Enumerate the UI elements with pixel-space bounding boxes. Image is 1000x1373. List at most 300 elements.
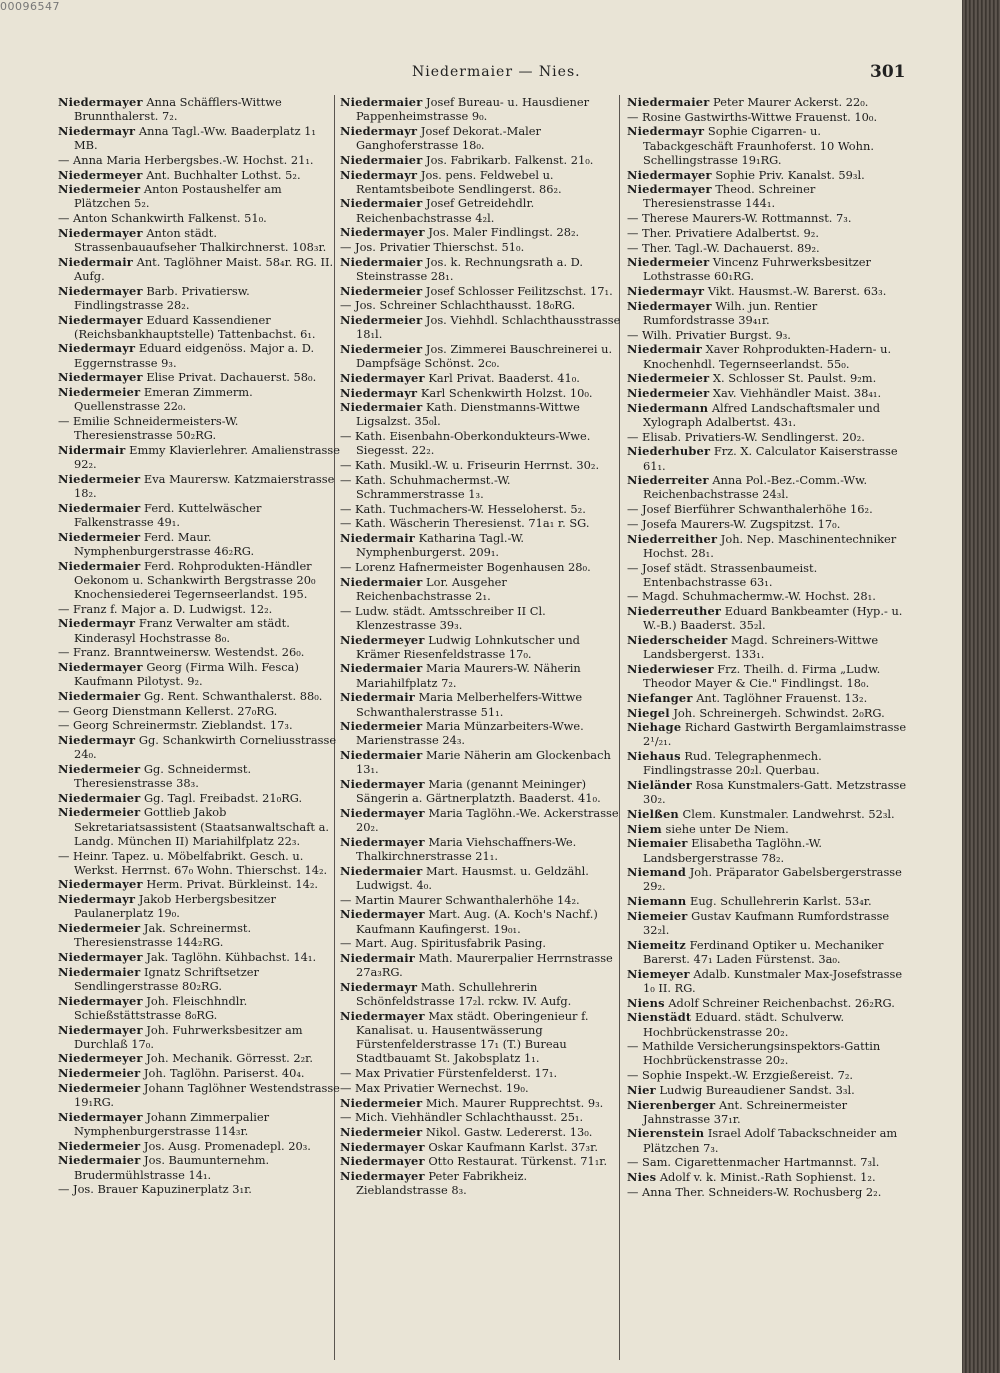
entry-details: Ferdinand Optiker u. Mechaniker Barerst. 47₁ Laden Fürstenst. 3a₀.: [643, 937, 884, 966]
entry-surname: Niem: [627, 821, 662, 836]
directory-entry: [58, 1153, 340, 1181]
entry-surname: Niedermeier: [58, 761, 141, 776]
entry-details: Joh. Taglöhn. Pariserst. 40₄.: [143, 1066, 305, 1081]
directory-entry: [627, 749, 909, 777]
directory-entry: [58, 849, 340, 877]
entry-surname: Niedermeier: [58, 1080, 141, 1095]
page-stamp: 00096547: [0, 0, 60, 13]
directory-entry: [340, 907, 622, 935]
entry-surname: Nielßen: [627, 806, 679, 821]
entry-details: Jos. Ausg. Promenadepl. 20₃.: [143, 1138, 311, 1153]
entry-details: Maria Münzarbeiters-Wwe. Marienstrasse 24₃.: [356, 719, 584, 748]
directory-entry: [627, 865, 909, 893]
directory-entry: [627, 444, 909, 472]
entry-surname: Niedermayer: [340, 370, 425, 385]
entry-surname: Niedermeier: [340, 341, 423, 356]
entry-details: Herm. Privat. Bürkleinst. 14₂.: [146, 877, 319, 892]
entry-details: Wilh. jun. Rentier Rumfordstrasse 39₄₁r.: [643, 298, 818, 328]
entry-surname: Niedermair: [340, 690, 415, 705]
directory-entry: [340, 575, 622, 603]
directory-entry: [340, 893, 622, 907]
directory-entry: [627, 255, 909, 283]
entry-surname: Niedermair: [58, 254, 133, 269]
directory-entry: [627, 1083, 909, 1097]
entry-details: — Josefa Maurers-W. Zugspitzst. 17₀.: [627, 516, 841, 531]
directory-entry: [58, 704, 340, 718]
entry-surname: Niedermayer: [340, 834, 425, 849]
entry-details: siehe unter De Niem.: [665, 821, 789, 836]
entry-surname: Niemann: [627, 894, 687, 909]
entry-details: — Sam. Cigarettenmacher Hartmannst. 7₃l.: [627, 1155, 880, 1170]
entry-details: Maria Melberhelfers-Wittwe Schwanthalerstrasse 51₁.: [356, 690, 583, 719]
entry-details: Ferd. Rohprodukten-Händler Oekonom u. Schankwirth Bergstrasse 20₀ Knochensiederei Tegernseerlandst. 195.: [74, 558, 316, 601]
directory-entry: [58, 805, 340, 848]
entry-details: Richard Gastwirth Bergamlaimstrasse 2¹/₂₁.: [643, 720, 907, 749]
entry-details: — Kath. Musikl.-W. u. Friseurin Herrnst. 30₂.: [340, 458, 600, 473]
directory-entry: [58, 965, 340, 993]
entry-details: — Anton Schankwirth Falkenst. 51₀.: [58, 211, 267, 226]
directory-entry: [340, 95, 622, 123]
entry-surname: Niedermayr: [58, 123, 136, 138]
entry-details: Joh. Schreinergeh. Schwindst. 2₀RG.: [673, 705, 885, 720]
entry-surname: Niedermayr: [627, 124, 705, 139]
entry-details: — Elisab. Privatiers-W. Sendlingerst. 20₂.: [627, 429, 865, 444]
directory-entry: [627, 807, 909, 821]
directory-entry: [340, 240, 622, 254]
directory-entry: [58, 95, 340, 123]
entry-details: Israel Adolf Tabackschneider am Plätzchen 7₃.: [643, 1126, 898, 1155]
directory-entry: [58, 994, 340, 1022]
entry-surname: Niedermair: [340, 531, 415, 546]
directory-entry: [340, 153, 622, 167]
directory-entry: [58, 892, 340, 920]
directory-entry: [58, 182, 340, 210]
directory-entry: [627, 110, 909, 124]
entry-surname: Niemaier: [627, 836, 688, 851]
entry-surname: Niedermair: [627, 342, 702, 357]
running-title: Niedermaier — Nies.: [412, 64, 581, 80]
entry-surname: Niedermayer: [58, 877, 143, 892]
entry-details: — Ther. Privatiere Adalbertst. 9₂.: [627, 225, 819, 240]
entry-details: — Heinr. Tapez. u. Möbelfabrikt. Gesch. u. Werkst. Herrnst. 67₀ Wohn. Thierschst. 14₂.: [58, 848, 328, 877]
entry-details: Adolf v. k. Minist.-Rath Sophienst. 1₂.: [659, 1170, 876, 1185]
entry-details: Elisabetha Taglöhn.-W. Landsbergerstrasse 78₂.: [643, 836, 822, 865]
directory-entry: [58, 226, 340, 254]
entry-details: Mart. Aug. (A. Koch's Nachf.) Kaufmann Kaufingerst. 19₀₁.: [356, 907, 598, 936]
directory-entry: [58, 689, 340, 703]
entry-surname: Niedermeier: [58, 182, 141, 197]
entry-surname: Niedermeier: [58, 1138, 141, 1153]
directory-entry: [340, 777, 622, 805]
entry-surname: Niemand: [627, 865, 687, 880]
entry-surname: Niedermayer: [340, 907, 425, 922]
directory-entry: [58, 168, 340, 182]
entry-details: — Franz. Branntweinersw. Westendst. 26₀.: [58, 645, 305, 660]
entry-surname: Niedermayr: [58, 616, 136, 631]
entry-surname: Niedermayer: [58, 370, 143, 385]
directory-entry: [627, 894, 909, 908]
entry-surname: Niens: [627, 995, 665, 1010]
entry-surname: Niedermayer: [58, 1109, 143, 1124]
directory-entry: [340, 748, 622, 776]
entry-surname: Nierenberger: [627, 1097, 716, 1112]
entry-details: Lor. Ausgeher Reichenbachstrasse 2₁.: [356, 574, 507, 603]
entry-details: Vikt. Hausmst.-W. Barerst. 63₃.: [707, 284, 887, 299]
directory-entry: [58, 645, 340, 659]
directory-entry: [58, 877, 340, 891]
entry-surname: Niemeyer: [627, 966, 690, 981]
directory-entry: [627, 778, 909, 806]
entry-surname: Niefanger: [627, 690, 693, 705]
entry-details: Jos. Fabrikarb. Falkenst. 21₀.: [426, 152, 594, 167]
column-2: [340, 95, 622, 1198]
entry-surname: Niedermaier: [340, 152, 423, 167]
directory-entry: [627, 1068, 909, 1082]
entry-surname: Nienstädt: [627, 1010, 692, 1025]
entry-surname: Niedermayer: [58, 95, 143, 109]
directory-entry: [58, 153, 340, 167]
directory-entry: [340, 284, 622, 298]
entry-details: Marie Näherin am Glockenbach 13₁.: [356, 748, 611, 777]
directory-entry: [340, 400, 622, 428]
entry-details: Jos. pens. Feldwebel u. Rentamtsbeibote Sendlingerst. 86₂.: [356, 167, 562, 196]
directory-entry: [340, 719, 622, 747]
directory-entry: [627, 909, 909, 937]
directory-entry: [58, 255, 340, 283]
directory-entry: [627, 473, 909, 501]
entry-details: — Kath. Eisenbahn-Oberkondukteurs-Wwe. Siegesst. 22₂.: [340, 429, 591, 458]
entry-details: — Georg Dienstmann Kellerst. 27₀RG.: [58, 703, 278, 718]
directory-entry: [58, 791, 340, 805]
directory-entry: [627, 662, 909, 690]
directory-entry: [340, 633, 622, 661]
entry-details: Sophie Priv. Kanalst. 59₃l.: [715, 167, 865, 182]
entry-details: Mich. Maurer Rupprechtst. 9₃.: [425, 1095, 604, 1110]
directory-entry: [340, 298, 622, 312]
directory-entry: [58, 616, 340, 644]
entry-details: Jos. k. Rechnungsrath a. D. Steinstrasse 28₁.: [356, 254, 584, 283]
directory-entry: [627, 124, 909, 167]
entry-surname: Niedermeier: [340, 283, 423, 298]
directory-entry: [58, 530, 340, 558]
entry-surname: Niedermaier: [340, 95, 423, 109]
entry-details: Rud. Telegraphenmech. Findlingstrasse 20₂l. Querbau.: [643, 749, 822, 778]
entry-details: — Josef städt. Strassenbaumeist. Entenbachstrasse 63₁.: [627, 560, 818, 589]
column-3: [627, 95, 909, 1199]
directory-entry: [627, 822, 909, 836]
entry-surname: Niedermayer: [58, 949, 143, 964]
entry-surname: Niedermaier: [58, 688, 141, 703]
directory-entry: [340, 936, 622, 950]
entry-details: Karl Schenkwirth Holzst. 10₀.: [420, 385, 593, 400]
entry-details: — Therese Maurers-W. Rottmannst. 7₃.: [627, 211, 852, 226]
directory-entry: [340, 661, 622, 689]
directory-entry: [627, 517, 909, 531]
directory-entry: [340, 1009, 622, 1066]
directory-entry: [58, 284, 340, 312]
directory-entry: [340, 1154, 622, 1168]
entry-details: Ant. Taglöhner Frauenst. 13₂.: [696, 690, 868, 705]
entry-details: Adolf Schreiner Reichenbachst. 26₂RG.: [668, 995, 895, 1010]
entry-details: — Mathilde Versicherungsinspektors-Gattin Hochbrückenstrasse 20₂.: [627, 1039, 881, 1068]
entry-surname: Niedermaier: [340, 400, 423, 415]
entry-details: — Georg Schreinermstr. Zieblandst. 17₃.: [58, 718, 293, 733]
directory-entry: [58, 718, 340, 732]
entry-surname: Niedermayr: [340, 123, 418, 138]
entry-surname: Niedermann: [627, 400, 709, 415]
directory-entry: [58, 1139, 340, 1153]
page-header: [0, 62, 962, 86]
entry-surname: Niedermayer: [340, 805, 425, 820]
entry-details: Gg. Schneidermst. Theresienstrasse 38₃.: [74, 761, 252, 791]
entry-details: Anton Postaushelfer am Plätzchen 5₂.: [74, 182, 282, 211]
entry-details: Joh. Fleischhndlr. Schießstättstrasse 8₀RG.: [74, 993, 248, 1022]
entry-surname: Niedermeier: [58, 471, 141, 486]
entry-details: Maria Maurers-W. Näherin Mariahilfplatz 7₂.: [356, 661, 581, 690]
entry-details: Johann Taglöhner Westendstrasse 19₁RG.: [74, 1080, 340, 1110]
entry-details: Mart. Hausmst. u. Geldzähl. Ludwigst. 4₀.: [356, 863, 589, 892]
entry-details: Ferd. Kuttelwäscher Falkenstrasse 49₁.: [74, 500, 262, 529]
entry-surname: Niedermeier: [58, 385, 141, 400]
entry-details: — Sophie Inspekt.-W. Erzgießereist. 7₂.: [627, 1068, 854, 1083]
entry-details: — Kath. Wäscherin Theresienst. 71a₁ r. SG.: [340, 516, 590, 531]
entry-surname: Niegel: [627, 705, 670, 720]
entry-details: Barb. Privatiersw. Findlingstrasse 28₂.: [74, 283, 250, 312]
entry-surname: Niederreiter: [627, 473, 709, 488]
directory-entry: [627, 182, 909, 210]
entry-details: Jak. Taglöhn. Kühbachst. 14₁.: [146, 949, 317, 964]
directory-entry: [58, 1182, 340, 1196]
directory-entry: [340, 168, 622, 196]
directory-entry: [340, 806, 622, 834]
entry-surname: Niedermaier: [340, 863, 423, 878]
entry-details: Rosa Kunstmalers-Gatt. Metzstrasse 30₂.: [643, 778, 907, 807]
entry-surname: Niedermayer: [58, 312, 143, 327]
entry-surname: Niemeitz: [627, 937, 686, 952]
entry-details: Josef Getreidehdlr. Reichenbachstrasse 4₂l.: [356, 196, 535, 225]
directory-entry: [58, 341, 340, 369]
entry-details: Gottlieb Jakob Sekretariatsassistent (Staatsanwaltschaft a. Landg. München II) Mariahilfplatz 22₃.: [74, 805, 330, 848]
entry-surname: Niedermeier: [627, 255, 710, 270]
entry-surname: Niedermeier: [58, 921, 141, 936]
entry-surname: Niedermeier: [627, 386, 710, 401]
directory-entry: [627, 1039, 909, 1067]
entry-details: Jos. Maler Findlingst. 28₂.: [428, 225, 580, 240]
directory-entry: [340, 835, 622, 863]
directory-entry: [627, 284, 909, 298]
directory-entry: [340, 429, 622, 457]
entry-details: Joh. Fuhrwerksbesitzer am Durchlaß 17₀.: [74, 1022, 303, 1051]
directory-entry: [627, 502, 909, 516]
book-page-edge: [962, 0, 1000, 1373]
entry-surname: Niedermeier: [340, 1124, 423, 1139]
entry-surname: Niedermaier: [627, 95, 710, 109]
entry-details: Ludwig Bureaudiener Sandst. 3₃l.: [659, 1082, 855, 1097]
entry-surname: Niederscheider: [627, 633, 728, 648]
entry-details: Jos. Zimmerei Bauschreinerei u. Dampfsäge Schönst. 2c₀.: [356, 341, 613, 371]
directory-entry: [627, 430, 909, 444]
entry-details: — Ther. Tagl.-W. Dachauerst. 89₂.: [627, 240, 820, 255]
entry-surname: Niedermayer: [340, 777, 425, 792]
directory-entry: [627, 1155, 909, 1169]
directory-entry: [340, 371, 622, 385]
entry-surname: Niedermaier: [340, 661, 423, 676]
entry-details: Ferd. Maur. Nymphenburgerstrasse 46₂RG.: [74, 529, 255, 558]
directory-entry: [340, 1081, 622, 1095]
directory-entry: [627, 720, 909, 748]
entry-details: Anton städt. Strassenbauaufseher Thalkirchnerst. 108₃r.: [74, 225, 327, 255]
directory-entry: [627, 1010, 909, 1038]
entry-details: Oskar Kaufmann Karlst. 37₃r.: [428, 1139, 598, 1154]
entry-details: — Kath. Schuhmachermst.-W. Schrammerstrasse 1₃.: [340, 472, 511, 501]
entry-details: Maria (genannt Meininger) Sängerin a. Gärtnerplatzth. Baaderst. 41₀.: [356, 777, 601, 806]
directory-entry: [627, 241, 909, 255]
directory-entry: [58, 1110, 340, 1138]
entry-surname: Niedermayr: [340, 979, 418, 994]
directory-entry: [58, 472, 340, 500]
entry-details: Kath. Dienstmanns-Wittwe Ligsalzst. 35₀l.: [356, 400, 580, 429]
directory-entry: [340, 1066, 622, 1080]
entry-details: Emmy Klavierlehrer. Amalienstrasse 92₂.: [74, 442, 340, 472]
entry-details: Frz. Theilh. d. Firma „Ludw. Theodor Mayer & Cie." Findlingst. 18₀.: [643, 661, 881, 691]
entry-surname: Niedermaier: [340, 574, 423, 589]
entry-details: Josef Bureau- u. Hausdiener Pappenheimstrasse 9₀.: [356, 95, 590, 124]
entry-surname: Niedermeier: [58, 1066, 141, 1081]
entry-surname: Niedermaier: [340, 748, 423, 763]
entry-details: — Ludw. städt. Amtsschreiber II Cl. Klenzestrasse 39₃.: [340, 603, 546, 632]
entry-details: X. Schlosser St. Paulst. 9₂m.: [712, 371, 877, 386]
entry-details: Josef Dekorat.-Maler Ganghoferstrasse 18₀.: [356, 123, 541, 153]
entry-details: Adalb. Kunstmaler Max-Josefstrasse 1₀ II. RG.: [643, 966, 903, 995]
directory-entry: [340, 473, 622, 501]
entry-details: Ant. Taglöhner Maist. 58₄r. RG. II. Aufg.: [74, 254, 334, 283]
entry-details: Joh. Präparator Gabelsbergerstrasse 29₂.: [643, 865, 902, 894]
entry-details: Theod. Schreiner Theresienstrasse 144₁.: [643, 182, 816, 211]
entry-surname: Niedermeyer: [58, 167, 143, 182]
entry-details: — Mich. Viehhändler Schlachthausst. 25₁.: [340, 1110, 584, 1125]
entry-surname: Niedermeier: [340, 1095, 423, 1110]
entry-details: — Lorenz Hafnermeister Bogenhausen 28₀.: [340, 560, 591, 574]
directory-entry: [340, 864, 622, 892]
directory-entry: [627, 168, 909, 182]
entry-details: — Max Privatier Fürstenfelderst. 17₁.: [340, 1066, 558, 1081]
entry-surname: Nieländer: [627, 778, 692, 793]
directory-entry: [627, 967, 909, 995]
entry-details: Ant. Buchhalter Lothst. 5₂.: [146, 167, 301, 182]
entry-details: Otto Restaurat. Türkenst. 71₁r.: [428, 1154, 608, 1169]
entry-surname: Nies: [627, 1170, 657, 1185]
entry-surname: Niedermayer: [58, 1022, 143, 1037]
entry-details: — Kath. Tuchmachers-W. Hesseloherst. 5₂.: [340, 501, 586, 516]
directory-entry: [58, 1066, 340, 1080]
entry-details: Frz. X. Calculator Kaiserstrasse 61₁.: [643, 444, 898, 473]
entry-details: Katharina Tagl.-W. Nymphenburgerst. 209₁.: [356, 531, 525, 560]
directory-entry: [58, 1051, 340, 1065]
directory-entry: [627, 226, 909, 240]
entry-details: Georg (Firma Wilh. Fesca) Kaufmann Pilotyst. 9₂.: [74, 659, 299, 689]
entry-surname: Niedermeyer: [58, 1051, 143, 1066]
entry-details: Johann Zimmerpalier Nymphenburgerstrasse 114₃r.: [74, 1109, 270, 1138]
entry-details: Jakob Herbergsbesitzer Paulanerplatz 19₀.: [74, 892, 276, 921]
entry-details: Anna Schäfflers-Wittwe Brunnthalerst. 7₂.: [74, 95, 282, 124]
entry-details: — Mart. Aug. Spiritusfabrik Pasing.: [340, 936, 546, 951]
entry-surname: Niedermeier: [627, 371, 710, 386]
entry-surname: Niedermayer: [340, 1154, 425, 1169]
directory-entry: [58, 950, 340, 964]
directory-entry: [627, 706, 909, 720]
entry-details: Eug. Schullehrerin Karlst. 53₄r.: [690, 894, 872, 909]
directory-entry: [58, 921, 340, 949]
entry-details: Math. Schullehrerin Schönfeldstrasse 17₂l. rckw. IV. Aufg.: [356, 979, 572, 1009]
entry-details: Vincenz Fuhrwerksbesitzer Lothstrasse 60₁RG.: [643, 255, 871, 284]
entry-details: — Magd. Schuhmachermw.-W. Hochst. 28₁.: [627, 589, 876, 604]
entry-details: Jak. Schreinermst. Theresienstrasse 144₂RG.: [74, 921, 252, 950]
directory-entry: [58, 414, 340, 442]
directory-entry: [340, 1125, 622, 1139]
entry-details: Sophie Cigarren- u. Tabackgeschäft Fraunhoferst. 10 Wohn. Schellingstrasse 19₁RG.: [643, 124, 874, 167]
directory-entry: [340, 531, 622, 559]
entry-surname: Nierenstein: [627, 1126, 705, 1141]
directory-entry: [340, 255, 622, 283]
directory-entry: [627, 1170, 909, 1184]
entry-surname: Niederreuther: [627, 604, 722, 619]
entry-details: Karl Privat. Baaderst. 41₀.: [428, 370, 580, 385]
directory-entry: [340, 502, 622, 516]
entry-surname: Niedermayr: [58, 892, 136, 907]
entry-surname: Niedermayer: [340, 1139, 425, 1154]
entry-details: — Max Privatier Wernechst. 19₀.: [340, 1080, 529, 1095]
directory-entry: [627, 95, 909, 109]
entry-surname: Niederreither: [627, 531, 718, 546]
directory-entry: [340, 313, 622, 341]
entry-surname: Niedermayer: [58, 283, 143, 298]
directory-entry: [627, 938, 909, 966]
directory-entry: [627, 328, 909, 342]
directory-entry: [58, 559, 340, 602]
directory-entry: [340, 386, 622, 400]
directory-entry: [340, 1110, 622, 1124]
entry-surname: Niedermaier: [58, 500, 141, 515]
column-1: [58, 95, 340, 1197]
directory-entry: [627, 1126, 909, 1154]
directory-entry: [340, 225, 622, 239]
entry-details: Jos. Viehhdl. Schlachthausstrasse 18₁l.: [356, 313, 621, 342]
entry-surname: Niedermeier: [58, 805, 141, 820]
entry-surname: Niedermayer: [627, 182, 712, 197]
entry-surname: Niedermeier: [340, 719, 423, 734]
entry-surname: Nier: [627, 1082, 656, 1097]
directory-entry: [58, 501, 340, 529]
entry-details: — Anna Maria Herbergsbes.-W. Hochst. 21₁.: [58, 152, 314, 167]
directory-entry: [58, 762, 340, 790]
entry-details: Jos. Baumunternehm. Brudermühlstrasse 14₁.: [74, 1153, 270, 1182]
entry-details: — Josef Bierführer Schwanthalerhöhe 16₂.: [627, 502, 873, 517]
directory-entry: [58, 385, 340, 413]
directory-entry: [627, 532, 909, 560]
entry-details: — Jos. Schreiner Schlachthausst. 18₀RG.: [340, 298, 576, 313]
directory-entry: [340, 980, 622, 1008]
entry-details: Franz Verwalter am städt. Kinderasyl Hochstrasse 8₀.: [74, 616, 290, 645]
entry-details: Joh. Mechanik. Görresst. 2₂r.: [146, 1051, 313, 1066]
entry-details: Anna Pol.-Bez.-Comm.-Ww. Reichenbachstrasse 24₃l.: [643, 473, 868, 502]
entry-surname: Niedermeyer: [340, 632, 425, 647]
entry-details: — Franz f. Major a. D. Ludwigst. 12₂.: [58, 601, 273, 616]
entry-details: — Emilie Schneidermeisters-W. Theresienstrasse 50₂RG.: [58, 413, 239, 443]
entry-details: Joh. Nep. Maschinentechniker Hochst. 28₁.: [643, 531, 897, 560]
directory-entry: [58, 443, 340, 471]
directory-entry: [627, 401, 909, 429]
entry-details: Eduard Bankbeamter (Hyp.- u. W.-B.) Baaderst. 35₂l.: [643, 604, 903, 633]
